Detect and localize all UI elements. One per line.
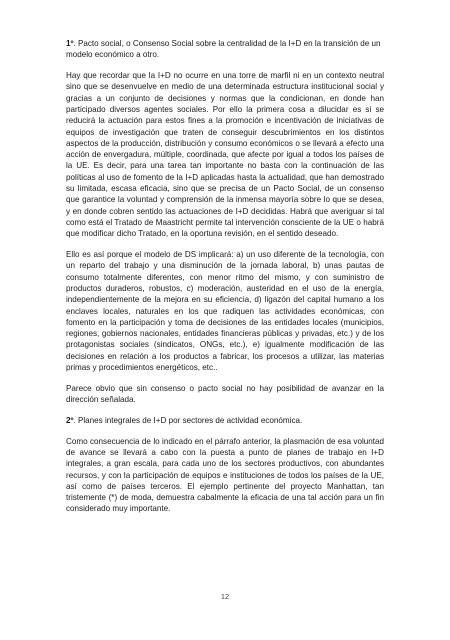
paragraph-2: Ello es así porque el modelo de DS implicará: a) un uso diferente de la tecnología, con un reparto del trabajo y una disminución de la jornada laboral, b) unas pautas de consumo totalmente diferentes, con menor ritmo del mismo, y con suministro de productos duraderos, robustos, c) moderación, austeridad en el uso de la energía, independientemente de la mejora en su eficiencia, d) ligazón del capital humano a los enclaves locales, naturales en los que radiquen las actividades económicas, con fomento en la participación y toma de decisiones de las entidades locales (municipios, regiones, gobiernos nacionales, entidades financieras públicas y privadas, etc.) y de los protagonistas sociales (sindicatos, ONGs, etc.), e) igualmente modificación de las decisiones en relación a los productos a fabricar, los procesos a utilizar, las materias primas y procedimientos energéticos, etc.. [66,250,384,373]
section-heading-2 [66,415,384,426]
page-number: 12 [220,592,230,601]
section-title-2: . Planes integrales de I+D por sectores de actividad económica. [73,415,303,425]
section-heading-1 [66,38,384,61]
paragraph-3: Parece obvio que sin consenso o pacto social no hay posibilidad de avanzar en la dirección señalada. [66,383,384,405]
section-number-2: 2º [66,415,74,425]
section-title-1: . Pacto social, o Consenso Social sobre la centralidad de la I+D en la transición de un modelo económico a otro. [66,39,381,60]
paragraph-1: Hay que recordar que la I+D no ocurre en una torre de marfil ni en un contexto neutral sino que se desenvuelve en medio de una determinada estructura institucional social y gracias a un conjunto de decisiones y normas que la condicionan, en donde han participado diversos agentes sociales. Por ello la primera cosa a dilucidar es si se reducirá la actuación para estos fines a la promoción e incentivación de iniciativas de equipos de investigación que traten de conseguir descubrimientos en los distintos aspectos de la producción, distribución y consumo económicos o se llevará a efecto una acción de envergadura, múltiple, coordinada, que afecte por igual a todos los países de la UE. Es decir, para una tarea tan importante no basta con la continuación de las políticas al uso de fomento de la I+D aplicadas hasta la actualidad, que han demostrado su limitada, escasa eficacia, sino que se precisa de un Pacto Social, de un consenso que garantice la voluntad y comprensión de la inmensa mayoría sobre lo que se desea, y en donde cobren sentido las actuaciones de I+D decididas. Habrá que averiguar si tal como está el Tratado de Maastricht permite tal intervención consciente de la UE o habrá que modificar dicho Tratado, en la oportuna revisión, en el sentido deseado. [66,71,384,239]
section-number-1: 1º [66,39,74,48]
paragraph-4: Como consecuencia de lo indicado en el párrafo anterior, la plasmación de esa voluntad de avance se llevará a cabo con la puesta a punto de planes de trabajo en I+D integrales, a gran escala, para cada uno de los sectores productivos, con abundantes recursos, y con la participación de equipos e instituciones de todos los países de la UE, así como de países terceros. El ejemplo pertinente del proyecto Manhattan, tan tristemente (*) de moda, demuestra cabalmente la eficacia de una tal acción para un fin considerado muy importante. [66,436,384,514]
